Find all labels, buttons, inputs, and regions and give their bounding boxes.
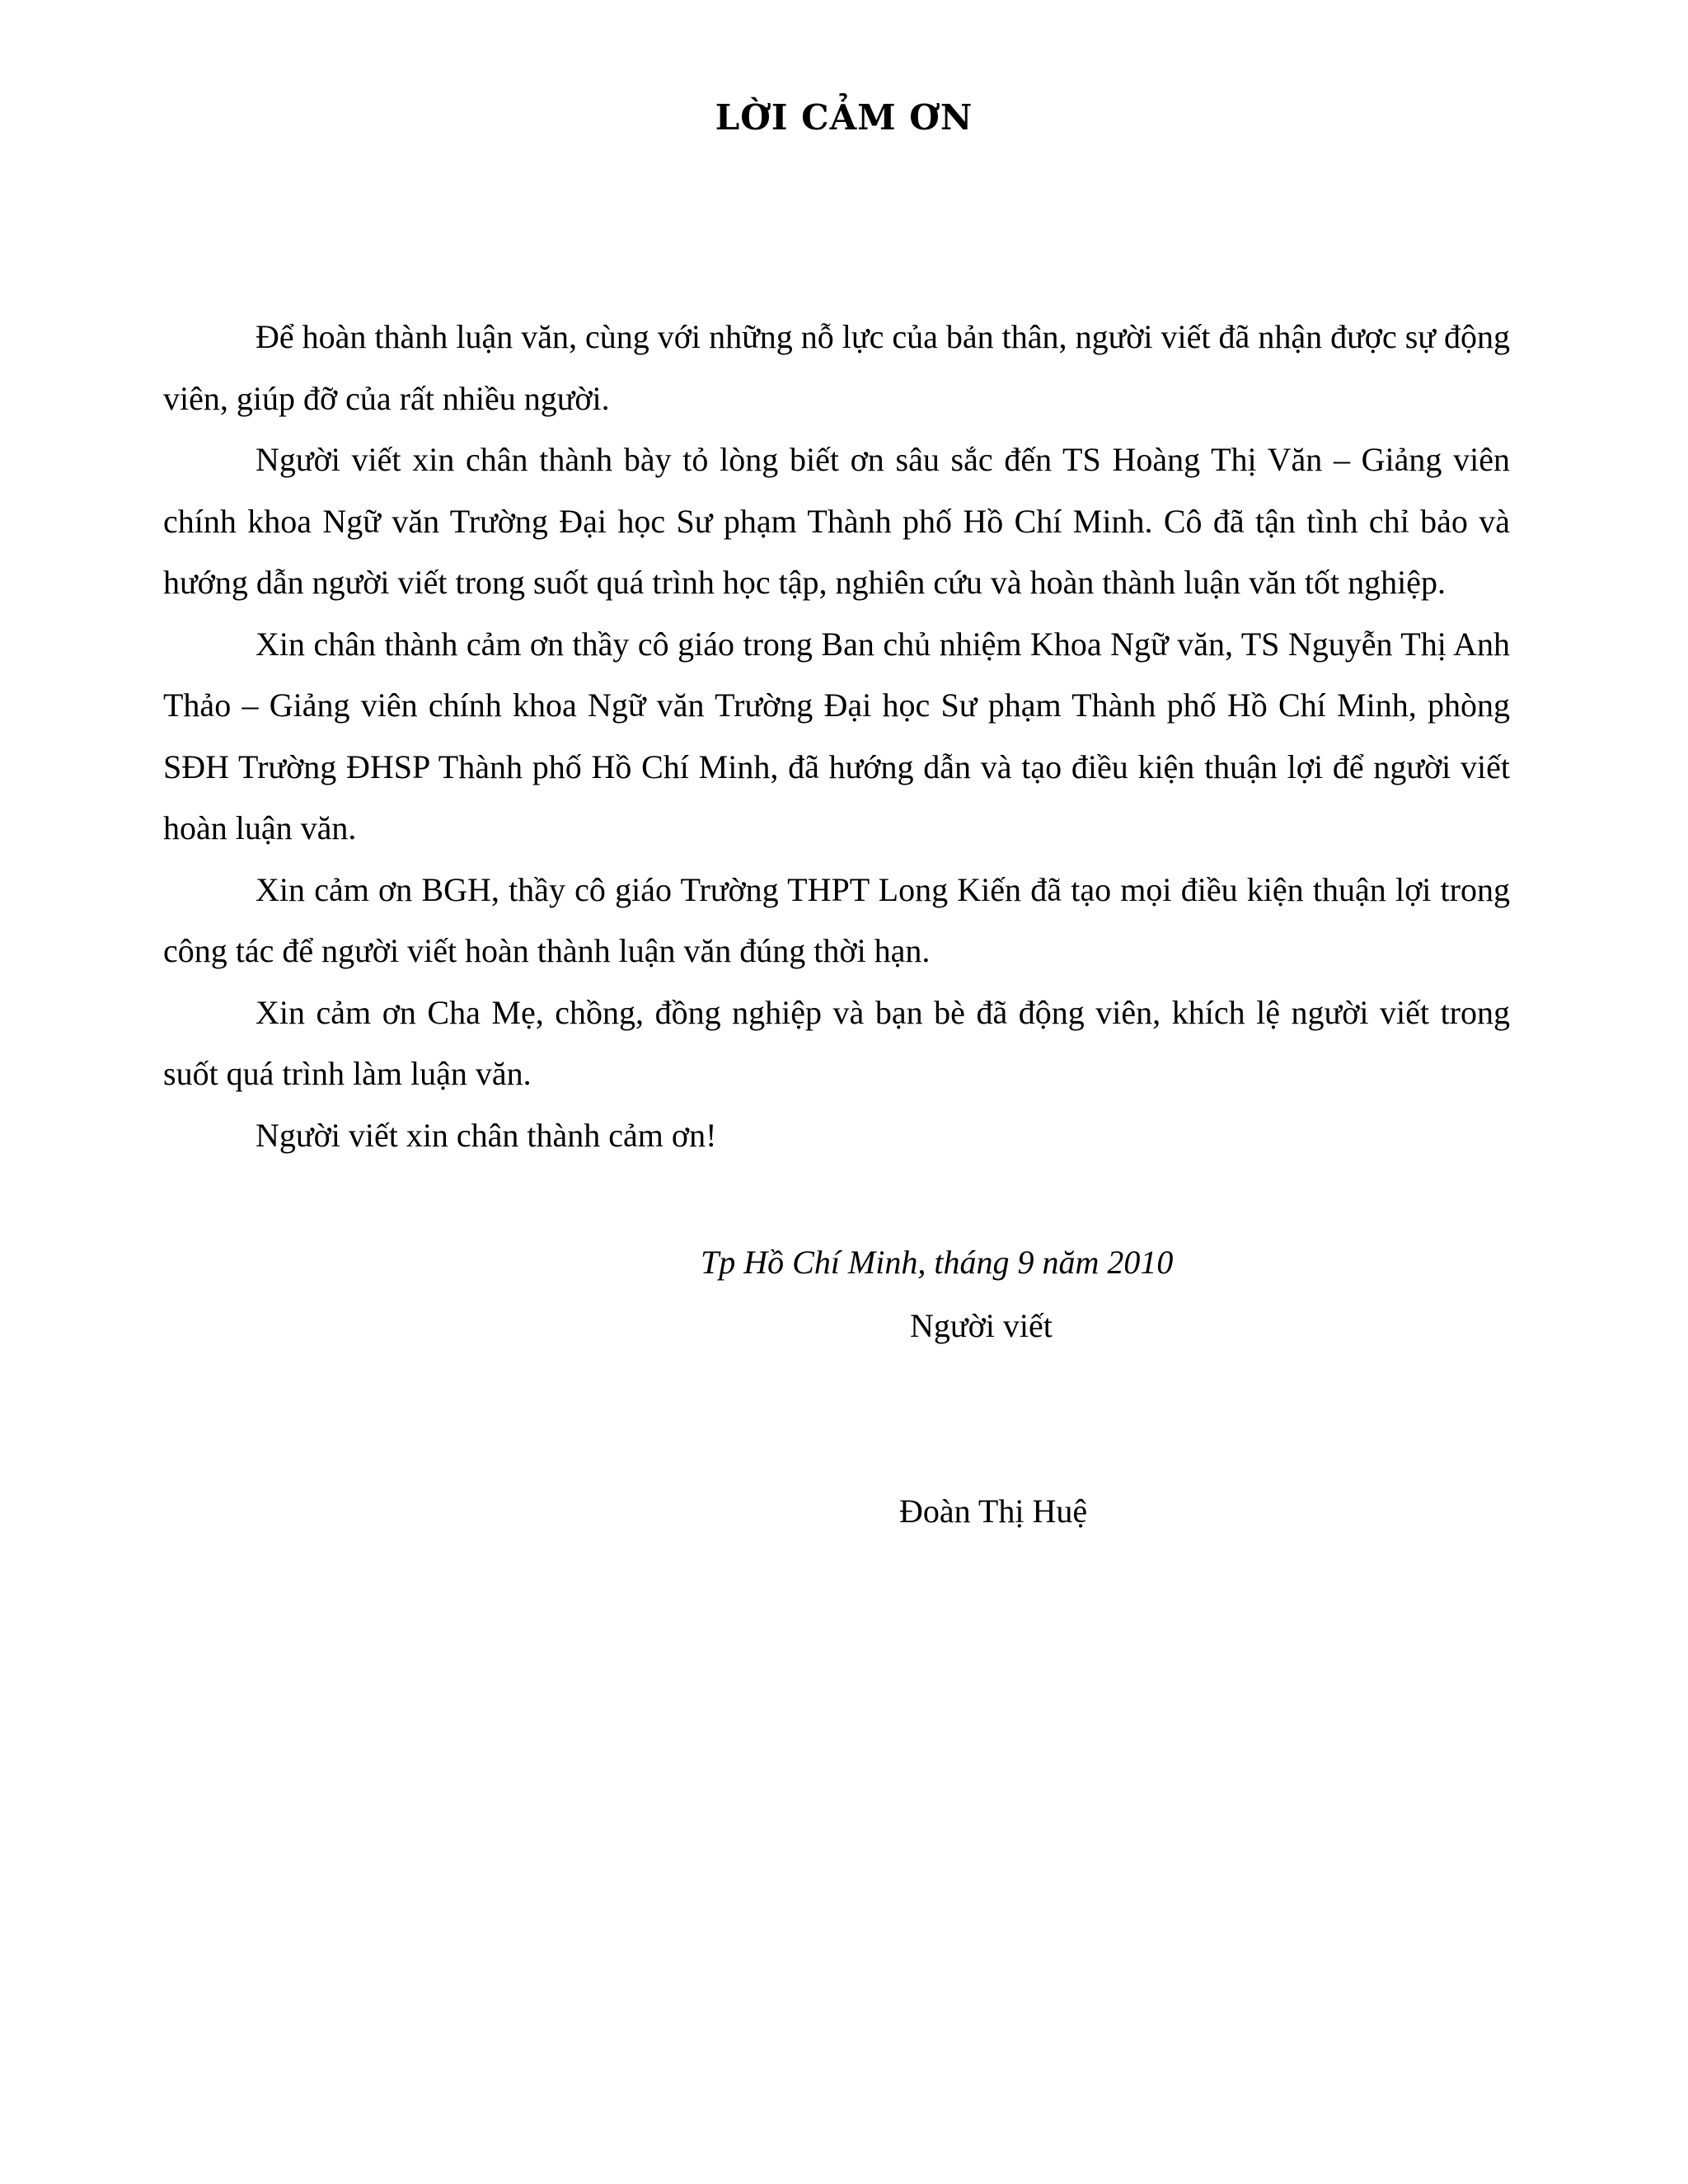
page-title: LỜI CẢM ƠN [715, 97, 973, 138]
paragraph: Xin cảm ơn Cha Mẹ, chồng, đồng nghiệp và bạn bè đã động viên, khích lệ người viết trong suốt quá trình làm luận văn. [163, 993, 1510, 1092]
signer-name: Đoàn Thị Huệ [899, 1493, 1088, 1530]
signer-role: Người viết [910, 1307, 1053, 1344]
paragraph: Người viết xin chân thành cảm ơn! [256, 1116, 717, 1154]
paragraph: Xin cảm ơn BGH, thầy cô giáo Trường THPT Long Kiến đã tạo mọi điều kiện thuận lợi trong công tác để người viết hoàn thành luận văn đúng thời hạn. [163, 870, 1510, 969]
paragraph: Người viết xin chân thành bày tỏ lòng biết ơn sâu sắc đến TS Hoàng Thị Văn – Giảng viên chính khoa Ngữ văn Trường Đại học Sư phạm Thành phố Hồ Chí Minh. Cô đã tận tình chỉ bảo và hướng dẫn người viết trong suốt quá trình học tập, nghiên cứu và hoàn thành luận văn tốt nghiệp. [163, 441, 1510, 601]
paragraph: Để hoàn thành luận văn, cùng với những nỗ lực của bản thân, người viết đã nhận được sự động viên, giúp đỡ của rất nhiều người. [163, 318, 1510, 417]
acknowledgement-body [163, 307, 1510, 1166]
place-date: Tp Hồ Chí Minh, tháng 9 năm 2010 [701, 1244, 1174, 1281]
paragraph: Xin chân thành cảm ơn thầy cô giáo trong Ban chủ nhiệm Khoa Ngữ văn, TS Nguyễn Thị Anh Thảo – Giảng viên chính khoa Ngữ văn Trường Đại học Sư phạm Thành phố Hồ Chí Minh, phòng SĐH Trường ĐHSP Thành phố Hồ Chí Minh, đã hướng dẫn và tạo điều kiện thuận lợi để người viết hoàn luận văn. [163, 625, 1510, 846]
